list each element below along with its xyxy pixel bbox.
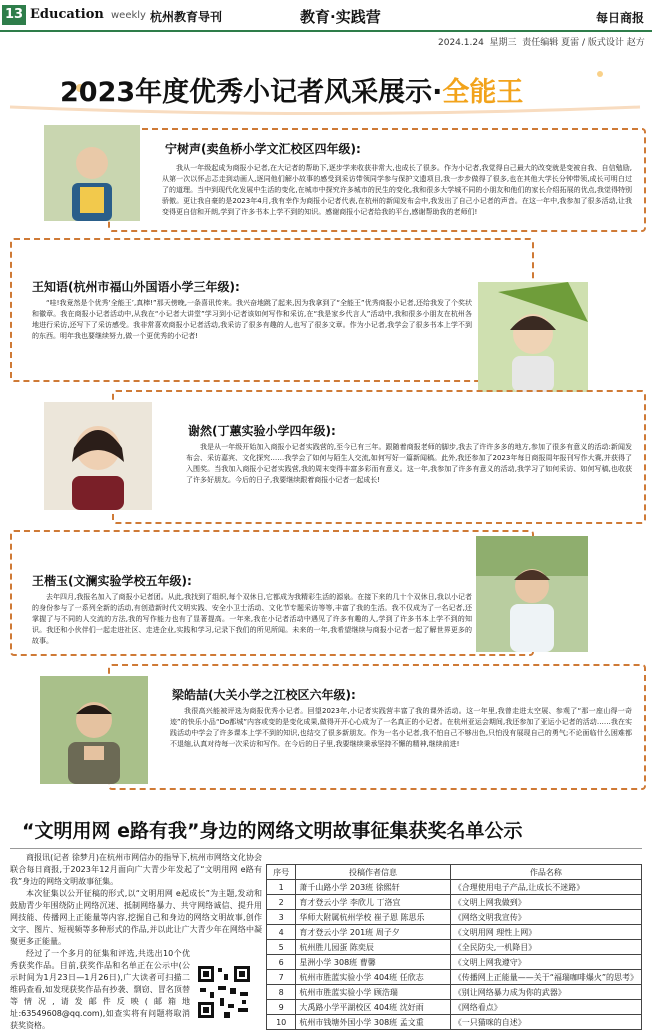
reporter-photo-5	[40, 676, 148, 784]
table-row	[267, 925, 642, 940]
cell-work: 《合理使用电子产品,让成长不迷路》	[450, 880, 641, 895]
col-header-author: 投稿作者信息	[296, 865, 450, 880]
col-header-work: 作品名称	[450, 865, 641, 880]
weekday: 星期三	[489, 38, 517, 48]
cell-author: 萧千山路小学 203班 徐熙轩	[296, 880, 450, 895]
publisher-name: 每日商报	[596, 11, 645, 25]
cell-index: 10	[267, 1015, 296, 1030]
reporter-photo-2	[478, 282, 588, 392]
cell-author: 杭州市胜蓝实验小学 顾浩瑞	[296, 985, 450, 1000]
reporter-text-1: 我从一年级起成为商报小记者,在大记者的帮助下,逐步学来收获非常大,也成长了很多。作为小记者,我觉得自己最大的改变就是变被自我、自信勉励,从第一次以怀忐忑走到动画人,逐同他们解小故事的感受到采访带领同学参与保护文遗项目,我一步步做得了很多,也在其他大学长分钟带领,成长可明白过了的道理。当中到现代化发展中生活的变化,在城市中探究许多城市的民生的变化,我和很多大学城不同的小朋友和他们的家长介绍拓展的优点,我觉得特别骄傲。更让我自豪的是2023年4月,我有幸作为商报小记者代表,在杭州的新闻发布会中,我发出了自己小记者的声音。在这一年中,我参加了很多活动,让我变得更自信和开朗,学到了许多书本上学不到的知识。感谢商报小记者给我的平台,感谢帮助我的老师们!	[162, 164, 632, 216]
reporter-name-1: 宁树声(卖鱼桥小学文汇校区四年级):	[165, 142, 361, 156]
table-row	[267, 880, 642, 895]
cell-author: 杭州胜儿园蛋 陈奕辰	[296, 940, 450, 955]
feature-title: 2023年度优秀小记者风采展示·全能王	[60, 77, 524, 108]
cell-author: 育才登云小学 201班 周子夕	[296, 925, 450, 940]
cell-work: 《网络文明我宣传》	[450, 910, 641, 925]
section-english: Education	[30, 7, 104, 22]
portrait-icon	[44, 125, 140, 221]
table-row	[267, 1000, 642, 1015]
cell-author: 育才登云小学 李欣儿 丁洛宜	[296, 895, 450, 910]
reporter-photo-3	[44, 402, 152, 510]
cell-work: 《传播网上正能量——关于“福瑞咖啡爆火”的思考》	[450, 970, 641, 985]
cell-index: 4	[267, 925, 296, 940]
reporter-name-4: 王楷玉(文澜实验学校五年级):	[32, 574, 192, 588]
page-number: 13	[2, 5, 26, 25]
cell-index: 7	[267, 970, 296, 985]
reporter-text-2: “哇!我竟然是个优秀‘全能王’,真棒!”那天傍晚,一条喜讯传来。我兴奋地跳了起来,因为我拿到了“全能王”优秀商报小记者,还给我发了个奖状和徽章。我在商报小记者活动中,从我在“小记者大讲堂”学习到小记者该如何写作和采访,在“我是家乡代言人”活动中,我和很多小朋友在杭州各地进行采访,还写下了采访感受。我非常喜欢商报小记者活动,我采访了很多有趣的人,也写了很多文章。作为小记者,我学会了很多书本上学不到的东西。明年我也要继续努力,做一个更优秀的小记者!	[32, 299, 472, 340]
cell-author: 大禹路小学平湖校区 404班 沈好雨	[296, 1000, 450, 1015]
cell-work: 《文明用网 理性上网》	[450, 925, 641, 940]
reporter-photo-4	[476, 536, 588, 652]
table-row	[267, 985, 642, 1000]
article-paragraph-3: 经过了一个多月的征集和评选,共选出10个优秀获奖作品。目前,获奖作品和名单正在公示中(公示时间为1月23日—1月26日),广大读者可扫描二维码查看,如发现获奖作品有抄袭、剽窃、冒名顶替等情况,请发邮件反映(邮箱地址:63549608@qq.com),如查实将有问题将取消获奖资格。	[10, 949, 190, 1030]
cell-author: 华师大附属杭州学校 崔子恩 陈思乐	[296, 910, 450, 925]
section-title: 教育·实践营	[300, 8, 381, 26]
cell-author: 杭州市钱塘外国小学 308班 孟文重	[296, 1015, 450, 1030]
weekly-label: weekly	[111, 10, 146, 21]
date-line	[438, 35, 645, 48]
table-row	[267, 955, 642, 970]
cell-work: 《网络看点》	[450, 1000, 641, 1015]
reporter-text-5: 我很高兴能被评选为商报优秀小记者。回望2023年,小记者实践营丰富了我的课外活动。这一年里,我曾走进太空展、参观了“那一座山得一奇迹”的快乐小品“Do都城”内容或变的是变化成果,做得开开心心成为了一名真正的小记者。在杭州亚运会期间,我还参加了亚运小记者的活动……我在实践活动中学会了许多课本上学不到的知识,也结交了很多新朋友。作为一名小记者,我不怕自己不够出色,只怕没有展现自己的勇气;不论面临什么困难都不退缩,认真对待每一次采访和写作。在今后的日子里,我要继续秉承坚持不懈的精神,继续前进!	[170, 707, 632, 748]
reporter-name-5: 梁皓喆(大关小学之江校区六年级):	[172, 688, 356, 702]
table-row	[267, 895, 642, 910]
contest-title-rule	[10, 848, 642, 849]
table-body	[267, 880, 642, 1030]
winners-table	[266, 864, 642, 1030]
qr-code-icon[interactable]	[196, 964, 252, 1020]
portrait-icon	[44, 402, 152, 510]
cell-work: 《别让网络暴力成为你的武器》	[450, 985, 641, 1000]
article-paragraph-2: 本次征集以公开征稿的形式,以“文明用网 e起成长”为主题,发动和鼓励青少年围绕防止网络沉迷、抵制网络暴力、共守网络诚信、提升用网技能、传播网上正能量等内容,挖掘自己和身边的网络文明故事,创作文字、图片、短视频等多种形式的作品,并以此让广大青少年在网络中凝聚更多正能量。	[10, 889, 262, 946]
cell-work: 《全民防尖,一机降目》	[450, 940, 641, 955]
cell-work: 《一只猫咪的自述》	[450, 1015, 641, 1030]
col-header-index: 序号	[267, 865, 296, 880]
portrait-icon	[478, 282, 588, 392]
table-row	[267, 910, 642, 925]
cell-work: 《文明上网我遵守》	[450, 955, 641, 970]
paper-guide: 杭州教育导刊	[150, 10, 223, 24]
editor-credit: 责任编辑 夏雷 / 版式设计 赵方	[522, 38, 645, 48]
cell-work: 《文明上网我做到》	[450, 895, 641, 910]
cell-author: 杭州市胜蓝实验小学 404班 任欣志	[296, 970, 450, 985]
reporter-name-2: 王知语(杭州市福山外国语小学三年级):	[32, 280, 240, 294]
page-header	[0, 0, 652, 30]
cell-index: 3	[267, 910, 296, 925]
reporter-photo-1	[44, 125, 140, 221]
cell-index: 5	[267, 940, 296, 955]
cell-index: 6	[267, 955, 296, 970]
reporter-name-3: 谢然(丁蕙实验小学四年级):	[188, 424, 336, 438]
table-row	[267, 970, 642, 985]
table-row	[267, 940, 642, 955]
portrait-icon	[476, 536, 588, 652]
table-header-row	[267, 865, 642, 880]
cell-index: 2	[267, 895, 296, 910]
cell-author: 星洲小学 308班 曹馨	[296, 955, 450, 970]
reporter-text-4: 去年四月,我报名加入了商报小记者团。从此,我找到了组织,每个双休日,它都成为我精彩生活的源泉。在接下来的几十个双休日,我以小记者的身份参与了一系列全新的活动,有创造新时代文明实践、安全小卫士活动、文化节专题采访等等,丰富了我的生活。我不仅成为了一名记者,还掌握了与不同的人交流的方法,我的写作能力也有了显著提高。一年来,我在小记者活动中遇见了许多有趣的人,学到了许多书本上学不到的知识。我还和小伙伴们一起走进社区、走进企业,实践和学习,记录下我们的所见所闻。未来的一年,我希望继续与商报小记者一起了解世界更多的故事。	[32, 593, 472, 645]
contest-title: “文明用网 e路有我”身边的网络文明故事征集获奖名单公示	[22, 820, 523, 842]
issue-date: 2024.1.24	[438, 38, 484, 48]
table-row	[267, 1015, 642, 1030]
cell-index: 9	[267, 1000, 296, 1015]
feature-title-accent: 全能王	[442, 77, 524, 108]
article-paragraph-1: 商报讯(记者 徐梦月)在杭州市网信办的指导下,杭州市网络文化协会联合每日商报,于2023年12月面向广大青少年发起了“文明用网 e路有我”身边的网络文明故事征集。	[10, 853, 262, 886]
cell-index: 8	[267, 985, 296, 1000]
portrait-icon	[40, 676, 148, 784]
cell-index: 1	[267, 880, 296, 895]
header-rule	[0, 30, 652, 32]
reporter-text-3: 我是从一年级开始加入商报小记者实践营的,至今已有三年。跟随着商报老师的脚步,我去了许许多多的地方,参加了很多有意义的活动:新闻发布会、采访嘉宾、文化探究……我学会了如何与陌生人交流,如何写好一篇新闻稿。此外,我还参加了2023年每日商报周年报刊写作大赛,并获得了入围奖。当我加入商报小记者实践营,我的周末变得丰富多彩而有意义。这一年,我参加了许多有意义的活动,我学习了如何采访、如何写稿,也收获了许多好朋友。今后的日子,我要继续跟着商报小记者一起成长!	[186, 443, 632, 484]
